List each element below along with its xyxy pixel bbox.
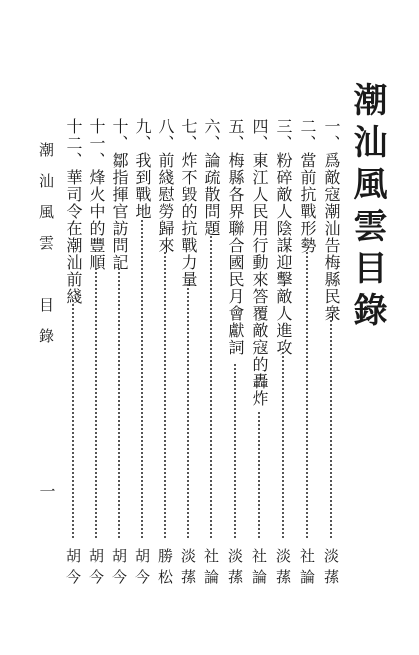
toc-entry	[299, 118, 317, 638]
toc-entry	[157, 118, 175, 638]
toc-entry-title: 一、爲敵寇潮汕告梅縣民衆	[322, 118, 341, 322]
toc-entry-title: 三、粉碎敵人陰謀迎擊敵人進攻	[274, 118, 293, 356]
toc-entry-author: 淡蓀	[322, 548, 340, 590]
toc-entry-author: 社論	[298, 548, 316, 590]
toc-entry-author: 胡今	[110, 548, 128, 590]
leader-dots	[95, 268, 97, 538]
toc-entry-title: 八、前綫慰勞歸來	[156, 118, 175, 254]
toc-entry	[323, 118, 341, 638]
toc-entry-title: 四、東江人民用行動來答覆敵寇的轟炸	[250, 118, 269, 407]
toc-entry	[251, 118, 269, 638]
toc-entry-title: 七、炸不毀的抗戰力量	[179, 118, 198, 288]
toc-entry-title: 五、梅縣各界聯合國民月會獻詞	[226, 118, 245, 356]
toc-entry-author: 胡今	[64, 548, 82, 590]
toc-entry-title: 十二、華司令在潮汕前綫	[64, 118, 83, 305]
toc-entry-author: 社論	[250, 548, 268, 590]
leader-dots	[258, 412, 260, 538]
toc-entry	[227, 118, 245, 638]
toc-entry-author: 胡今	[133, 548, 151, 590]
toc-entry	[65, 118, 83, 638]
page-title: 潮汕風雲目錄	[347, 82, 387, 334]
toc-entry	[275, 118, 293, 638]
toc-entry-author: 社論	[202, 548, 220, 590]
toc-entry	[88, 118, 106, 638]
toc-entry-title: 十、鄒指揮官訪問記	[110, 118, 129, 271]
toc-entry	[134, 118, 152, 638]
leader-dots	[306, 252, 308, 538]
leader-dots	[187, 284, 189, 538]
leader-dots	[164, 252, 166, 538]
toc-entry-title: 十一、烽火中的豐順	[87, 118, 106, 271]
leader-dots	[118, 268, 120, 538]
toc-entry-title: 六、論疏散問題	[202, 118, 221, 237]
leader-dots	[330, 316, 332, 538]
leader-dots	[282, 348, 284, 538]
toc-entry	[203, 118, 221, 638]
page-number: 一	[37, 483, 56, 499]
leader-dots	[72, 300, 74, 538]
toc-entry-author: 胡今	[87, 548, 105, 590]
leader-dots	[234, 364, 236, 538]
toc-entry-author: 淡蓀	[179, 548, 197, 590]
leader-dots	[210, 236, 212, 538]
leader-dots	[141, 220, 143, 538]
toc-entry-title: 二、當前抗戰形勢	[298, 118, 317, 254]
toc-entry-author: 淡蓀	[274, 548, 292, 590]
toc-entry-author: 淡蓀	[226, 548, 244, 590]
toc-entry	[111, 118, 129, 638]
toc-entry-title: 九、我到戰地	[133, 118, 152, 220]
toc-entry-author: 勝松	[156, 548, 174, 590]
running-head: 潮汕風雲 目錄	[37, 142, 55, 359]
toc-entry	[180, 118, 198, 638]
